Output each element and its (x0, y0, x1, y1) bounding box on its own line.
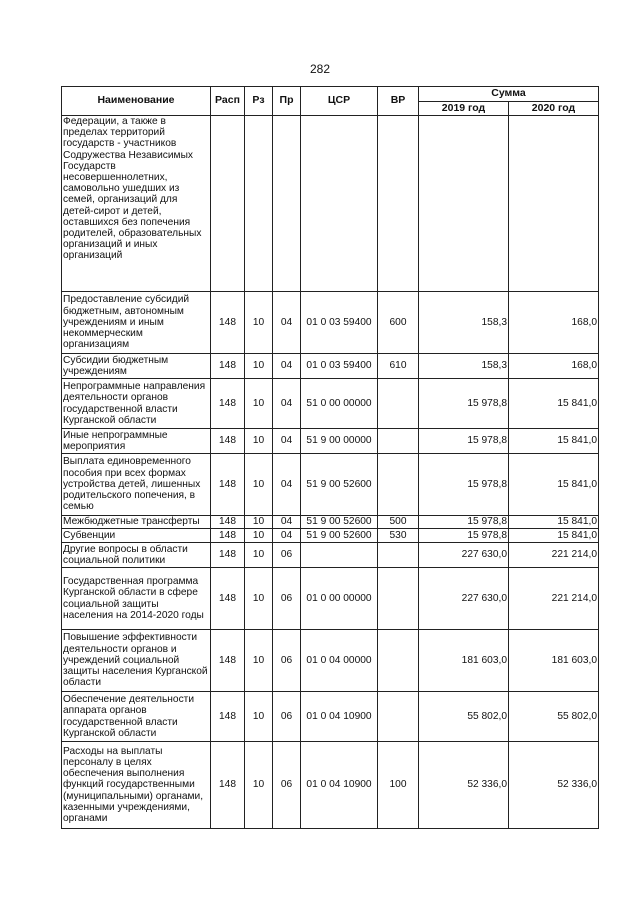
header-csr: ЦСР (301, 87, 378, 116)
cell-2019: 15 978,8 (419, 379, 509, 429)
cell-rz: 10 (245, 543, 273, 568)
cell-csr: 51 0 00 00000 (301, 379, 378, 429)
cell-rasp: 148 (211, 742, 245, 829)
cell-pr (273, 116, 301, 292)
cell-rasp: 148 (211, 692, 245, 742)
header-2019: 2019 год (419, 102, 509, 116)
cell-name: Обеспечение деятельности аппарата органов государственной власти Курганской области (62, 692, 211, 742)
cell-2019: 52 336,0 (419, 742, 509, 829)
cell-rz: 10 (245, 379, 273, 429)
cell-csr (301, 116, 378, 292)
page-number: 282 (309, 62, 331, 76)
table-row (62, 516, 599, 529)
cell-name: Государственная программа Курганской области в сфере социальной защиты населения на 2014-2020 годы (62, 568, 211, 630)
budget-table (61, 86, 599, 829)
cell-rasp: 148 (211, 429, 245, 454)
cell-pr: 04 (273, 354, 301, 379)
cell-vr: 500 (378, 516, 419, 529)
cell-rasp (211, 116, 245, 292)
cell-csr: 51 9 00 52600 (301, 529, 378, 543)
cell-vr (378, 630, 419, 692)
cell-vr: 100 (378, 742, 419, 829)
cell-rz: 10 (245, 454, 273, 516)
cell-2019: 158,3 (419, 354, 509, 379)
cell-pr: 04 (273, 292, 301, 354)
cell-csr: 01 0 03 59400 (301, 354, 378, 379)
cell-name: Повышение эффективности деятельности органов и учреждений социальной защиты населения Курганской области (62, 630, 211, 692)
cell-csr: 01 0 00 00000 (301, 568, 378, 630)
cell-rz: 10 (245, 429, 273, 454)
cell-csr: 01 0 04 00000 (301, 630, 378, 692)
cell-name: Расходы на выплаты персоналу в целях обеспечения выполнения функций государственными (муниципальными) органами, казенными учреждениями, органами (62, 742, 211, 829)
header-2020: 2020 год (509, 102, 599, 116)
table-body (62, 116, 599, 829)
cell-rz: 10 (245, 292, 273, 354)
cell-vr (378, 543, 419, 568)
cell-2020 (509, 116, 599, 292)
cell-name: Предоставление субсидий бюджетным, автономным учреждениям и иным некоммерческим организациям (62, 292, 211, 354)
cell-2019: 15 978,8 (419, 529, 509, 543)
cell-2020: 221 214,0 (509, 543, 599, 568)
table-row (62, 568, 599, 630)
header-vr: ВР (378, 87, 419, 116)
cell-2019: 15 978,8 (419, 516, 509, 529)
cell-rasp: 148 (211, 379, 245, 429)
cell-rz: 10 (245, 516, 273, 529)
cell-csr: 51 9 00 52600 (301, 516, 378, 529)
header-name: Наименование (62, 87, 211, 116)
cell-pr: 06 (273, 742, 301, 829)
cell-2019: 227 630,0 (419, 543, 509, 568)
cell-2019: 181 603,0 (419, 630, 509, 692)
cell-pr: 04 (273, 429, 301, 454)
cell-rasp: 148 (211, 516, 245, 529)
cell-rasp: 148 (211, 529, 245, 543)
cell-2020: 15 841,0 (509, 516, 599, 529)
cell-rz: 10 (245, 630, 273, 692)
cell-csr (301, 543, 378, 568)
cell-2020: 15 841,0 (509, 454, 599, 516)
cell-2019: 227 630,0 (419, 568, 509, 630)
cell-2020: 15 841,0 (509, 429, 599, 454)
cell-pr: 06 (273, 692, 301, 742)
cell-vr: 600 (378, 292, 419, 354)
cell-2019: 158,3 (419, 292, 509, 354)
cell-2019: 15 978,8 (419, 429, 509, 454)
cell-name: Субвенции (62, 529, 211, 543)
cell-rasp: 148 (211, 292, 245, 354)
cell-name: Выплата единовременного пособия при всех формах устройства детей, лишенных родительского попечения, в семью (62, 454, 211, 516)
cell-name: Субсидии бюджетным учреждениям (62, 354, 211, 379)
header-rasp: Расп (211, 87, 245, 116)
table-row (62, 354, 599, 379)
cell-2019: 15 978,8 (419, 454, 509, 516)
cell-rz: 10 (245, 354, 273, 379)
cell-vr (378, 568, 419, 630)
header-sum: Сумма (419, 87, 599, 102)
cell-rasp: 148 (211, 454, 245, 516)
cell-2019: 55 802,0 (419, 692, 509, 742)
table-row (62, 630, 599, 692)
cell-rz: 10 (245, 692, 273, 742)
cell-name: Непрограммные направления деятельности органов государственной власти Курганской области (62, 379, 211, 429)
cell-rz (245, 116, 273, 292)
cell-vr (378, 116, 419, 292)
table-row (62, 692, 599, 742)
cell-name: Другие вопросы в области социальной политики (62, 543, 211, 568)
cell-2020: 168,0 (509, 292, 599, 354)
cell-vr: 610 (378, 354, 419, 379)
cell-2020: 221 214,0 (509, 568, 599, 630)
cell-2019 (419, 116, 509, 292)
cell-csr: 01 0 04 10900 (301, 742, 378, 829)
table-row (62, 379, 599, 429)
cell-csr: 01 0 03 59400 (301, 292, 378, 354)
table-row (62, 116, 599, 292)
cell-vr (378, 454, 419, 516)
cell-2020: 52 336,0 (509, 742, 599, 829)
table-row (62, 454, 599, 516)
cell-pr: 04 (273, 529, 301, 543)
cell-name: Иные непрограммные мероприятия (62, 429, 211, 454)
cell-name: Межбюджетные трансферты (62, 516, 211, 529)
cell-2020: 15 841,0 (509, 379, 599, 429)
cell-name: Федерации, а также в пределах территорий государств - участников Содружества Независимых Государств несовершеннолетних, самовольно ушедших из семей, организаций для детей-сирот и детей, оставшихся без попечения родителей, образовательных организаций и иных организаций (62, 116, 211, 292)
cell-vr: 530 (378, 529, 419, 543)
cell-2020: 181 603,0 (509, 630, 599, 692)
cell-pr: 06 (273, 568, 301, 630)
cell-vr (378, 692, 419, 742)
cell-pr: 04 (273, 516, 301, 529)
cell-pr: 06 (273, 630, 301, 692)
table-row (62, 529, 599, 543)
cell-rz: 10 (245, 529, 273, 543)
cell-pr: 06 (273, 543, 301, 568)
cell-rz: 10 (245, 568, 273, 630)
table-row (62, 292, 599, 354)
cell-2020: 55 802,0 (509, 692, 599, 742)
cell-vr (378, 379, 419, 429)
table-row (62, 429, 599, 454)
cell-csr: 51 9 00 00000 (301, 429, 378, 454)
cell-rz: 10 (245, 742, 273, 829)
cell-rasp: 148 (211, 568, 245, 630)
table-row (62, 543, 599, 568)
cell-vr (378, 429, 419, 454)
header-row (62, 87, 599, 102)
cell-rasp: 148 (211, 354, 245, 379)
cell-rasp: 148 (211, 630, 245, 692)
cell-2020: 168,0 (509, 354, 599, 379)
cell-csr: 01 0 04 10900 (301, 692, 378, 742)
table-row (62, 742, 599, 829)
cell-rasp: 148 (211, 543, 245, 568)
cell-pr: 04 (273, 379, 301, 429)
header-pr: Пр (273, 87, 301, 116)
cell-csr: 51 9 00 52600 (301, 454, 378, 516)
header-rz: Рз (245, 87, 273, 116)
cell-pr: 04 (273, 454, 301, 516)
cell-2020: 15 841,0 (509, 529, 599, 543)
